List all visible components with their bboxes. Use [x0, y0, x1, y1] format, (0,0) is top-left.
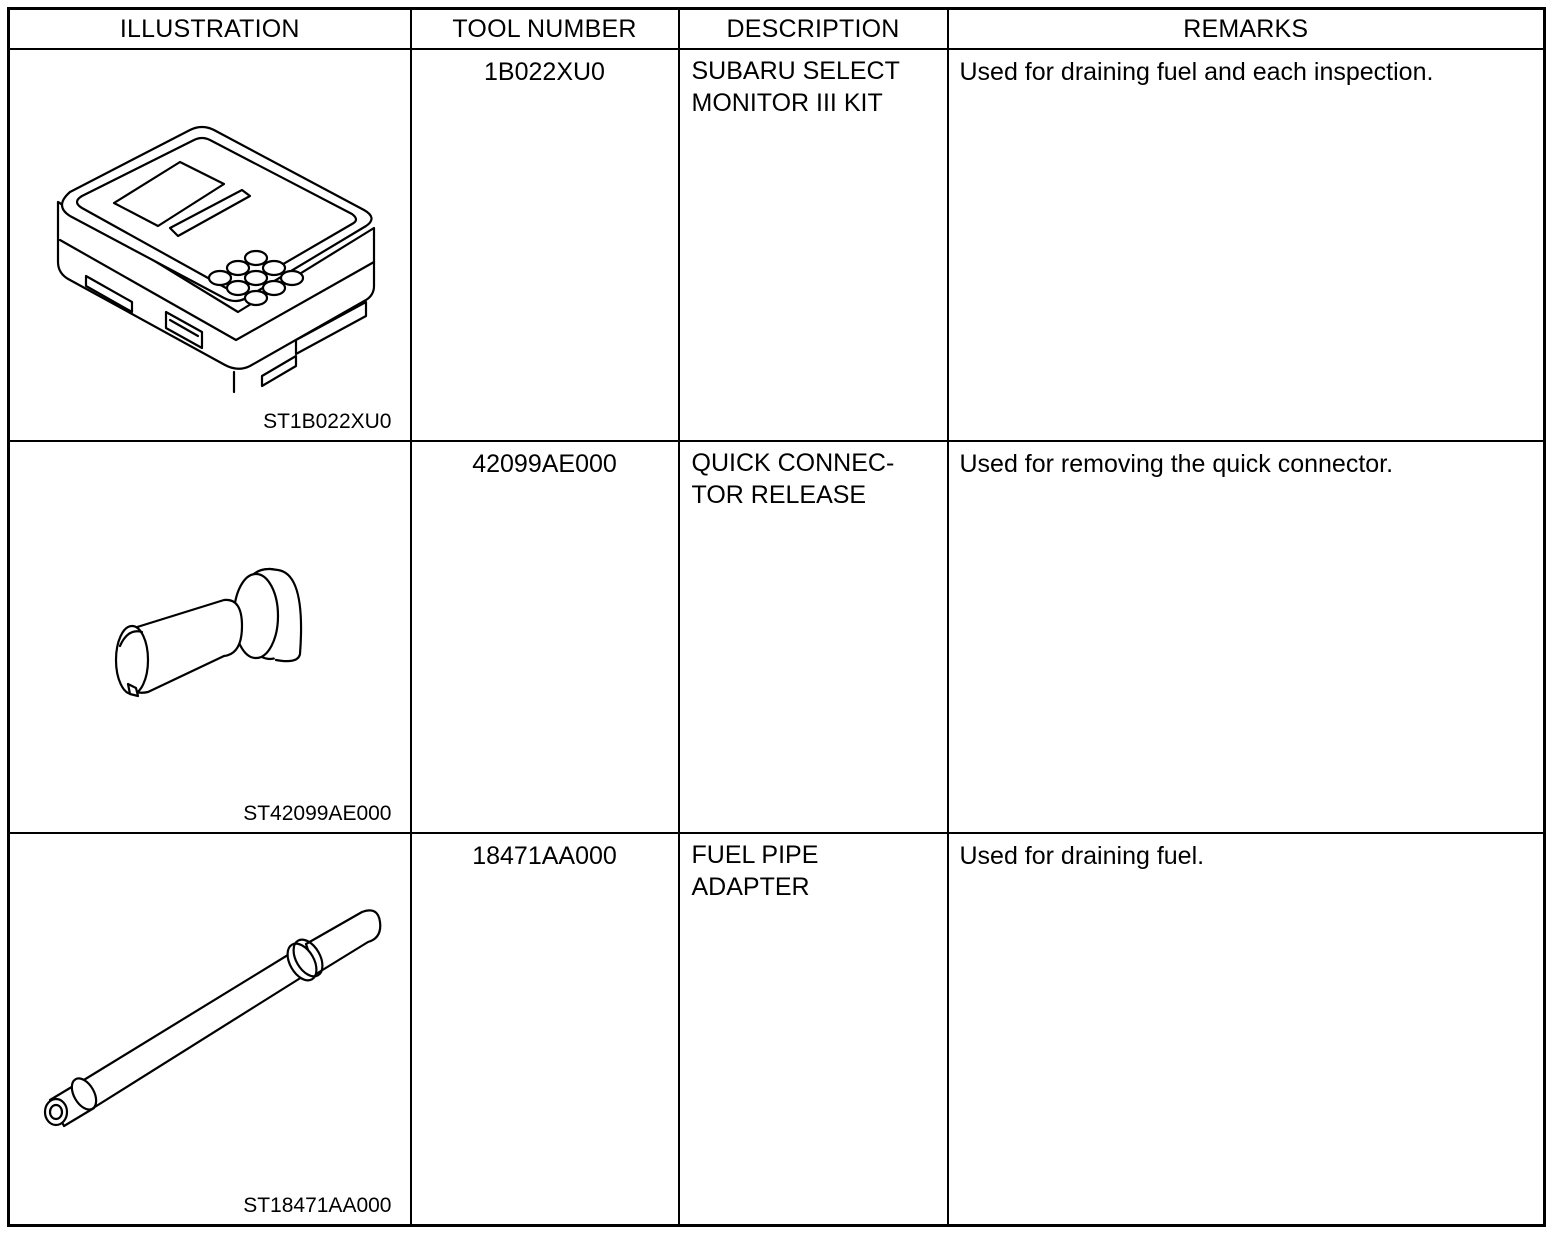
header-description: DESCRIPTION [679, 9, 948, 50]
description-line: QUICK CONNEC- [691, 449, 895, 477]
quick-connector-release-icon [10, 442, 410, 834]
tool-number-cell: 1B022XU0 [411, 49, 679, 441]
illustration-cell [9, 833, 411, 1225]
header-remarks: REMARKS [948, 9, 1545, 50]
description-line: FUEL PIPE [691, 841, 819, 869]
tool-number-cell: 18471AA000 [411, 833, 679, 1225]
illustration-code: ST1B022XU0 [263, 410, 392, 433]
header-tool-number: TOOL NUMBER [411, 9, 679, 50]
table-row [9, 833, 1545, 1225]
remarks-cell: Used for draining fuel and each inspection. [948, 49, 1545, 441]
description-line: TOR RELEASE [691, 481, 867, 509]
table-row [9, 441, 1545, 833]
table-header-row [9, 9, 1545, 50]
select-monitor-icon [10, 50, 410, 442]
special-tools-table [7, 7, 1546, 1227]
illustration-cell [9, 441, 411, 833]
description-line: SUBARU SELECT [691, 57, 900, 85]
description-line: ADAPTER [691, 873, 810, 901]
table-row [9, 49, 1545, 441]
illustration-code: ST42099AE000 [243, 802, 392, 825]
description-cell [679, 833, 948, 1225]
illustration-cell [9, 49, 411, 441]
fuel-pipe-adapter-icon [10, 834, 410, 1226]
description-line: MONITOR III KIT [691, 89, 883, 117]
description-cell [679, 441, 948, 833]
remarks-cell: Used for draining fuel. [948, 833, 1545, 1225]
header-illustration: ILLUSTRATION [9, 9, 411, 50]
remarks-cell: Used for removing the quick connector. [948, 441, 1545, 833]
illustration-code: ST18471AA000 [243, 1193, 392, 1217]
description-cell [679, 49, 948, 441]
tool-number-cell: 42099AE000 [411, 441, 679, 833]
